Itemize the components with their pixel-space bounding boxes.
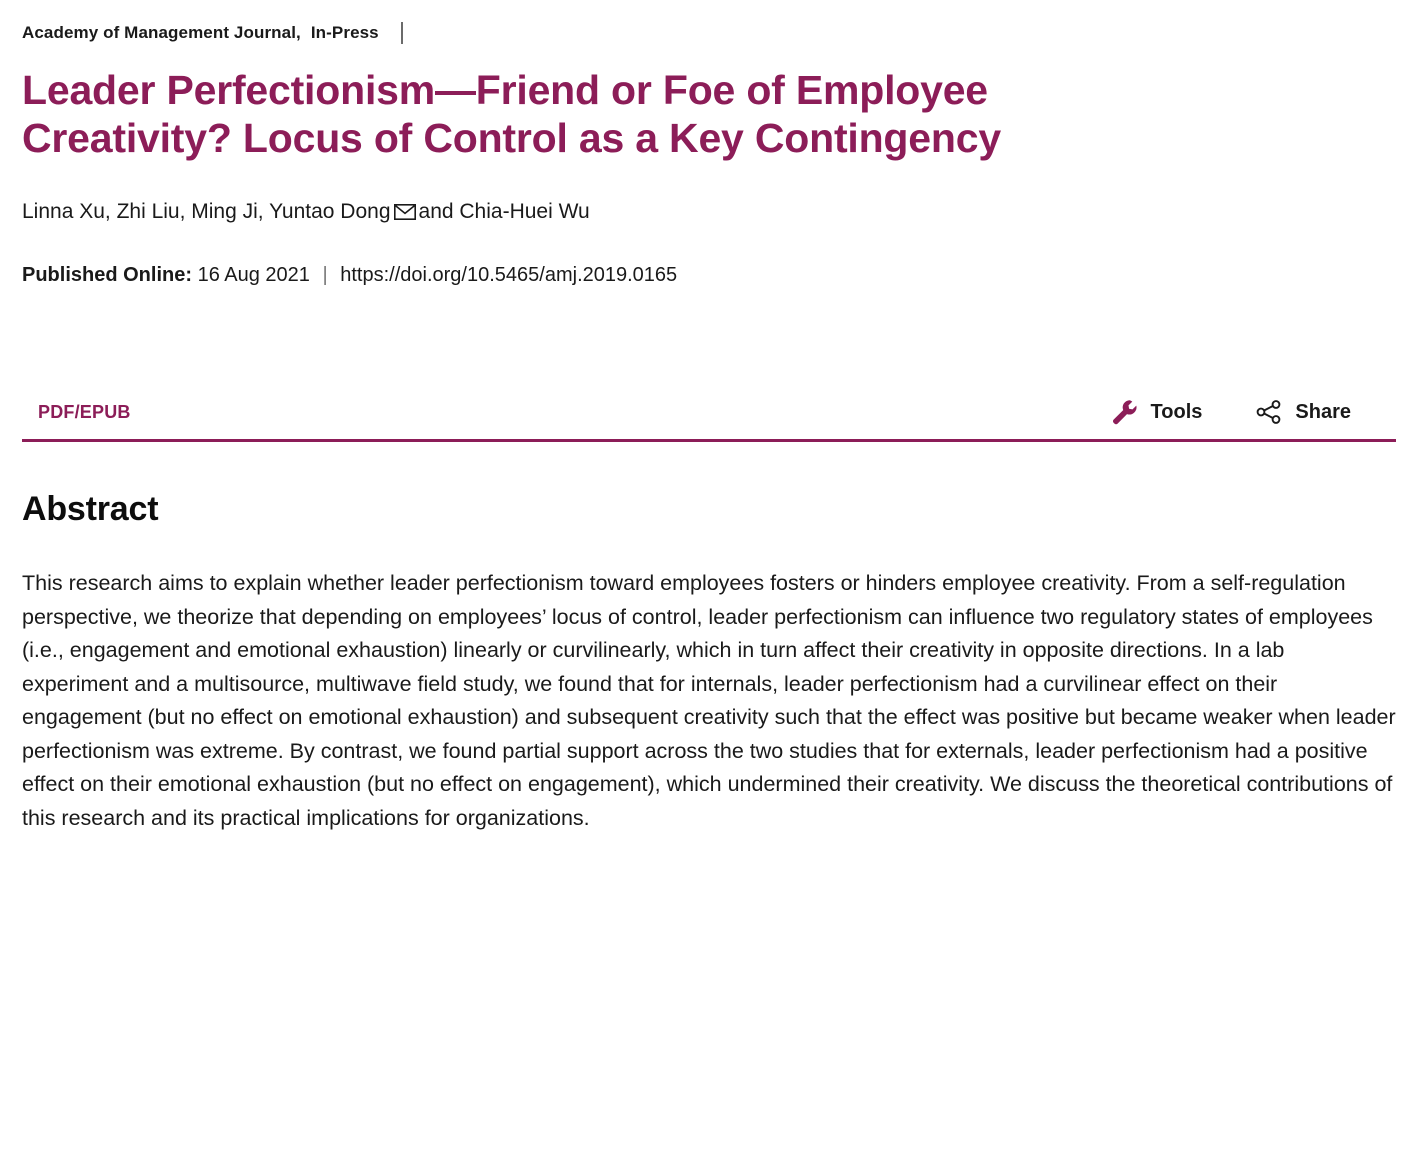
tools-label: Tools xyxy=(1150,400,1203,423)
pdf-epub-button[interactable]: PDF/EPUB xyxy=(38,401,131,422)
journal-breadcrumb xyxy=(22,22,1396,44)
tools-button[interactable] xyxy=(1112,399,1203,425)
doi-link[interactable]: https://doi.org/10.5465/amj.2019.0165 xyxy=(340,264,678,287)
page-title: Leader Perfectionism—Friend or Foe of Employee Creativity? Locus of Control as a Key Contingency xyxy=(22,67,1001,162)
author-names: Linna Xu, Zhi Liu, Ming Ji, Yuntao Dong xyxy=(22,199,391,223)
published-date: 16 Aug 2021 xyxy=(197,264,310,287)
author-names-tail: and Chia-Huei Wu xyxy=(418,199,590,223)
abstract-text: This research aims to explain whether leader perfectionism toward employees fosters or hinders employee creativity. From a self-regulation perspective, we theorize that depending on employees’ locus of control, leader perfectionism can influence two regulatory states of employees (i.e., engagement and emotional exhaustion) linearly or curvilinearly, which in turn affect their creativity in opposite directions. In a lab experiment and a multisource, multiwave field study, we found that for internals, leader perfectionism had a curvilinear effect on their engagement (but no effect on emotional exhaustion) and subsequent creativity such that the effect was positive but became weaker when leader perfectionism was extreme. By contrast, we found partial support across the two studies that for externals, leader perfectionism had a positive effect on their emotional exhaustion (but no effect on engagement), which undermined their creativity. We discuss the theoretical contributions of this research and its practical implications for organizations. xyxy=(22,571,1396,830)
breadcrumb-divider xyxy=(401,22,403,44)
share-icon xyxy=(1256,400,1282,424)
article-toolbar xyxy=(22,399,1396,439)
published-label: Published Online: xyxy=(22,264,193,287)
publication-info xyxy=(22,264,1396,287)
share-label: Share xyxy=(1295,400,1351,423)
toolbar-actions xyxy=(1112,399,1396,425)
author-list xyxy=(22,197,1396,228)
journal-status: In-Press xyxy=(310,23,379,42)
abstract-heading: Abstract xyxy=(22,490,159,529)
section-divider xyxy=(22,439,1396,442)
info-separator: | xyxy=(322,264,328,287)
share-button[interactable] xyxy=(1256,400,1351,424)
journal-name[interactable]: Academy of Management Journal, xyxy=(22,23,301,42)
envelope-icon[interactable] xyxy=(394,199,416,228)
wrench-icon xyxy=(1112,399,1138,425)
